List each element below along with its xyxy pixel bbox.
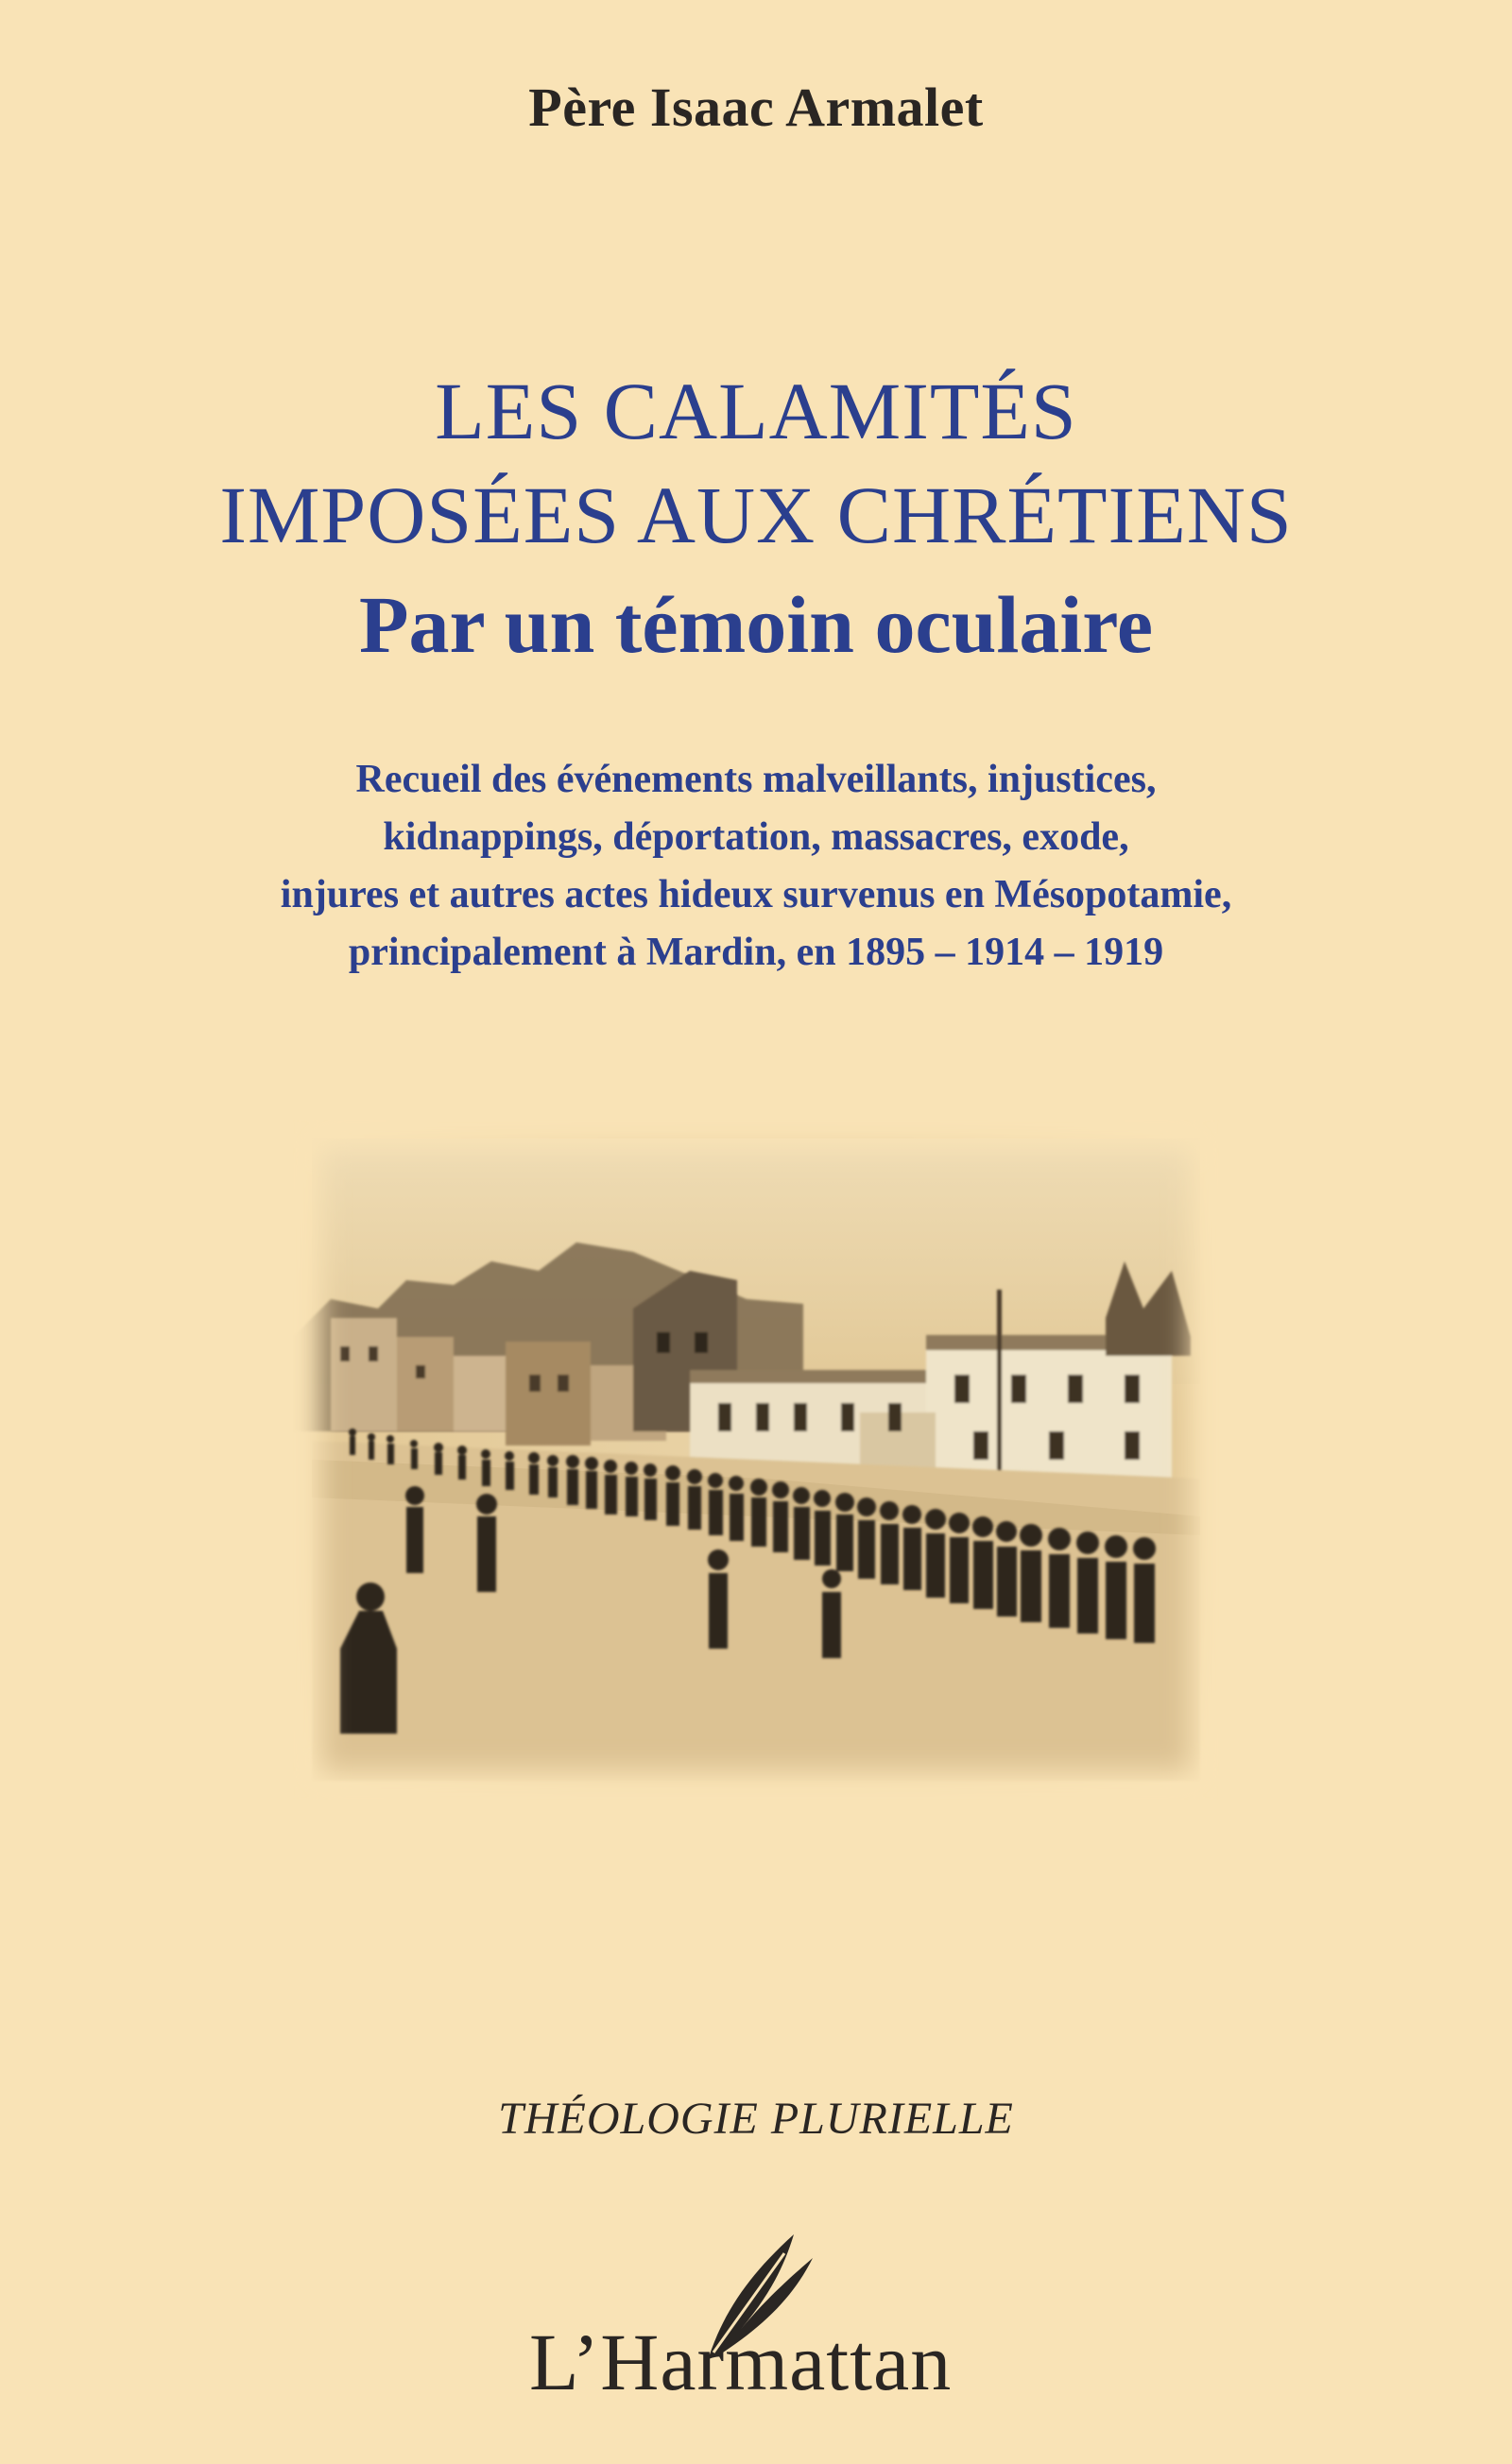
summary-line-4: principalement à Mardin, en 1895 – 1914 – 1919 [348,931,1164,974]
publisher-logo [529,2230,1096,2419]
summary-text [94,751,1418,982]
summary-line-2: kidnappings, déportation, massacres, exode, [383,815,1129,859]
summary-line-1: Recueil des événements malveillants, injustices, [355,758,1157,801]
series-name: THÉOLOGIE PLURIELLE [498,2094,1014,2144]
title-line-1: LES CALAMITÉS [435,366,1077,456]
title-block [0,359,1512,676]
subtitle: Par un témoin oculaire [358,579,1154,670]
title-line-2: IMPOSÉES AUX CHRÉTIENS [219,470,1293,560]
summary-line-3: injures et autres actes hideux survenus en Mésopotamie, [280,873,1232,916]
author-name: Père Isaac Armalet [528,77,984,138]
publisher-name: L’Harmattan [529,2317,953,2407]
historical-photo [293,1120,1219,1800]
